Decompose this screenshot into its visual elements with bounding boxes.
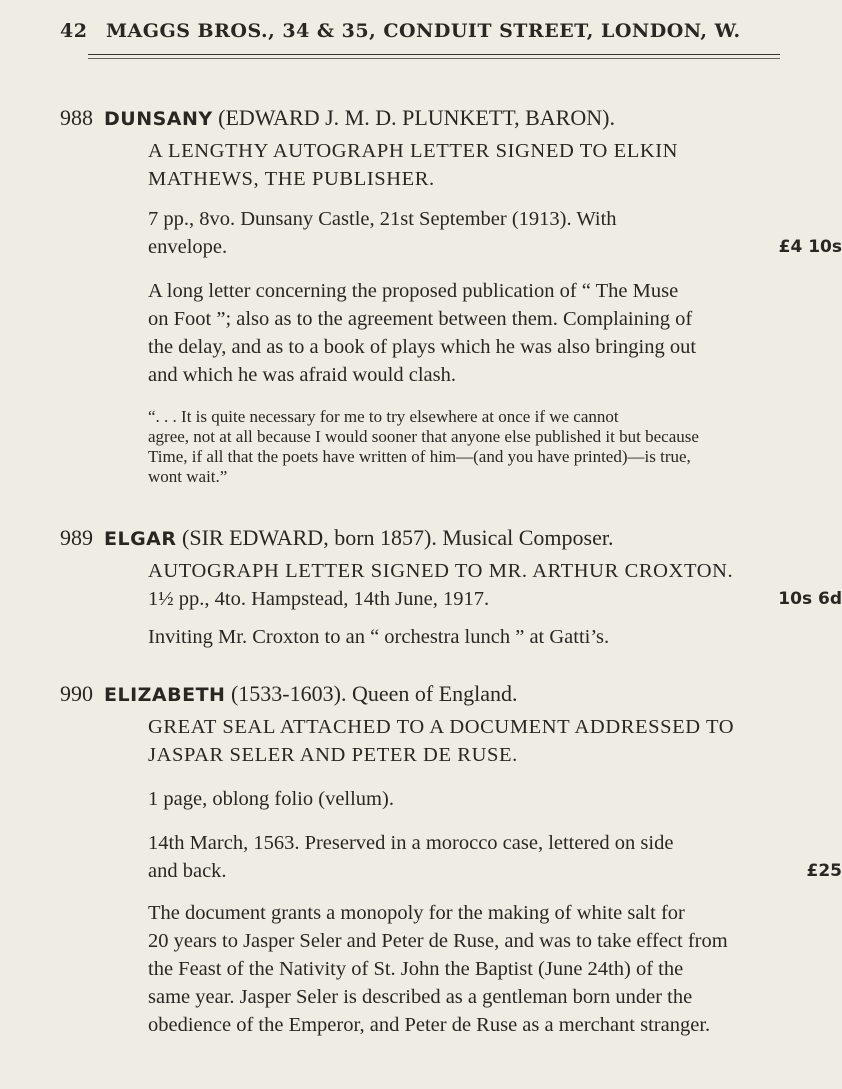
- entry-number: 990: [60, 681, 93, 706]
- entry-heading: GREAT SEAL ATTACHED TO A DOCUMENT ADDRESSED TO: [148, 716, 735, 738]
- entry-988: [60, 104, 842, 487]
- entry-price: 10s 6d: [778, 589, 842, 609]
- entry-price: £25: [806, 861, 842, 881]
- entry-name: ELGAR: [104, 528, 177, 550]
- entry-details-end: and back.: [148, 860, 227, 882]
- quote-line: Time, if all that the poets have written of him—(and you have printed)—is true,: [148, 447, 691, 466]
- header-rule-secondary: [88, 58, 780, 59]
- entry-price: £4 10s: [778, 237, 842, 257]
- description-line: A long letter concerning the proposed publication of “ The Muse: [148, 280, 679, 302]
- quote-line: wont wait.”: [148, 467, 228, 486]
- entry-title: [60, 524, 780, 553]
- entry-body: [148, 137, 842, 487]
- header-rule: [88, 54, 780, 55]
- description-line: same year. Jasper Seler is described as a gentleman born under the: [148, 986, 693, 1008]
- entry-description: Inviting Mr. Croxton to an “ orchestra lunch ” at Gatti’s.: [148, 626, 610, 648]
- entry-body: [148, 557, 842, 651]
- entry-details: 7 pp., 8vo. Dunsany Castle, 21st September (1913). With: [148, 208, 617, 230]
- description-line: and which he was afraid would clash.: [148, 364, 456, 386]
- entry-details-row: [148, 233, 842, 261]
- entry-989: [60, 524, 842, 651]
- entry-title: [60, 104, 780, 133]
- entry-details-continued: 14th March, 1563. Preserved in a morocco case, lettered on side: [148, 832, 674, 854]
- entry-name-rest: (SIR EDWARD, born 1857). Musical Composer.: [182, 525, 614, 550]
- entry-number: 989: [60, 525, 93, 550]
- page-number: 42: [60, 20, 88, 42]
- description-line: obedience of the Emperor, and Peter de Ruse as a merchant stranger.: [148, 1014, 711, 1036]
- entry-number: 988: [60, 105, 93, 130]
- entry-heading: AUTOGRAPH LETTER SIGNED TO MR. ARTHUR CROXTON.: [148, 560, 734, 582]
- entry-title: [60, 680, 780, 709]
- entry-details-row: [148, 585, 842, 613]
- description-line: the delay, and as to a book of plays which he was also bringing out: [148, 336, 697, 358]
- entry-heading: A LENGTHY AUTOGRAPH LETTER SIGNED TO ELKIN: [148, 140, 679, 162]
- entry-description: [148, 277, 842, 389]
- entry-heading: MATHEWS, THE PUBLISHER.: [148, 168, 435, 190]
- entry-description: [148, 899, 842, 1039]
- description-line: the Feast of the Nativity of St. John the Baptist (June 24th) of the: [148, 958, 684, 980]
- entry-body: [148, 713, 842, 1039]
- entry-990: [60, 680, 842, 1039]
- page-header: [60, 20, 760, 42]
- entry-details-continued: envelope.: [148, 236, 228, 258]
- entry-details: 1 page, oblong folio (vellum).: [148, 788, 394, 810]
- entry-name-rest: (EDWARD J. M. D. PLUNKETT, BARON).: [218, 105, 615, 130]
- description-line: 20 years to Jasper Seler and Peter de Ruse, and was to take effect from: [148, 930, 728, 952]
- description-line: on Foot ”; also as to the agreement between them. Complaining of: [148, 308, 693, 330]
- entry-name-rest: (1533-1603). Queen of England.: [230, 681, 518, 706]
- description-line: The document grants a monopoly for the making of white salt for: [148, 902, 685, 924]
- quote-line: “. . . It is quite necessary for me to try elsewhere at once if we cannot: [148, 407, 619, 426]
- entry-quote: [148, 407, 842, 487]
- entry-name: ELIZABETH: [104, 684, 226, 706]
- entry-details: 1½ pp., 4to. Hampstead, 14th June, 1917.: [148, 588, 490, 610]
- entry-heading: JASPAR SELER AND PETER DE RUSE.: [148, 744, 518, 766]
- header-text: MAGGS BROS., 34 & 35, CONDUIT STREET, LONDON, W.: [106, 20, 741, 42]
- entry-details-row: [148, 857, 842, 885]
- entry-name: DUNSANY: [104, 108, 213, 130]
- quote-line: agree, not at all because I would sooner that anyone else published it but because: [148, 427, 699, 446]
